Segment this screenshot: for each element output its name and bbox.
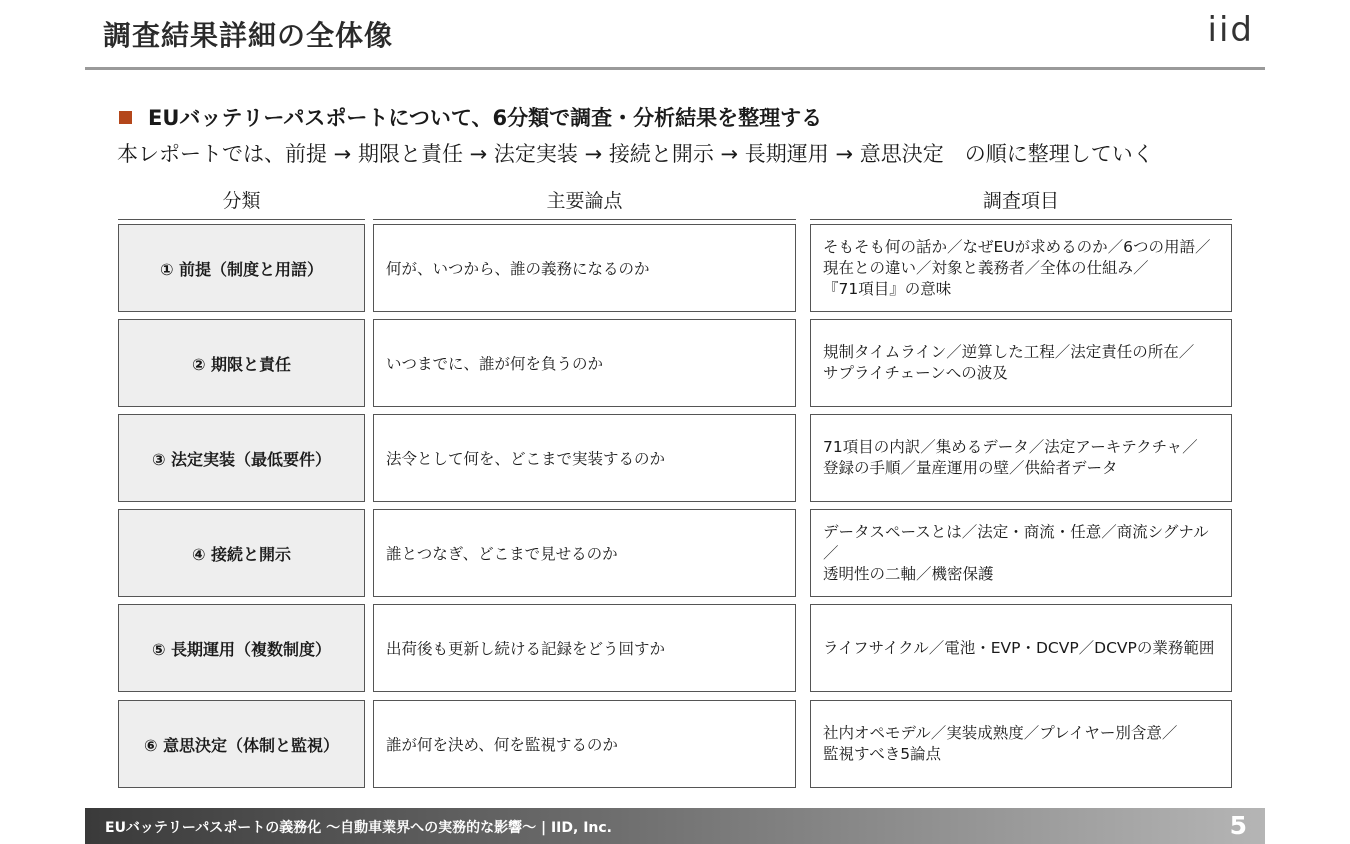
table-row (118, 414, 1232, 504)
items-line: 規制タイムライン／逆算した工程／法定責任の所在／ (823, 343, 1195, 361)
category-cell: ④ 接続と開示 (118, 509, 365, 597)
section-heading (119, 102, 822, 132)
issue-cell: 誰が何を決め、何を監視するのか (373, 700, 796, 788)
column-header-items: 調査項目 (810, 186, 1232, 220)
table-row (118, 700, 1232, 790)
issue-cell: いつまでに、誰が何を負うのか (373, 319, 796, 407)
table-row (118, 319, 1232, 409)
items-cell (810, 414, 1232, 502)
items-line: 『71項目』の意味 (823, 279, 952, 298)
items-line: データスペースとは／法定・商流・任意／商流シグナル／ (823, 522, 1209, 562)
category-cell: ① 前提（制度と用語） (118, 224, 365, 312)
items-cell (810, 604, 1232, 692)
column-header-issue: 主要論点 (373, 186, 796, 220)
issue-cell: 誰とつなぎ、どこまで見せるのか (373, 509, 796, 597)
issue-cell: 何が、いつから、誰の義務になるのか (373, 224, 796, 312)
title-divider (85, 67, 1265, 70)
items-line: 71項目の内訳／集めるデータ／法定アーキテクチャ／ (823, 438, 1198, 456)
issue-cell: 出荷後も更新し続ける記録をどう回すか (373, 604, 796, 692)
items-cell (810, 700, 1232, 788)
category-cell: ③ 法定実装（最低要件） (118, 414, 365, 502)
company-logo: iid (1207, 10, 1254, 50)
table-row (118, 509, 1232, 599)
items-line: 透明性の二軸／機密保護 (823, 564, 994, 583)
items-cell (810, 224, 1232, 312)
category-cell: ⑥ 意思決定（体制と監視） (118, 700, 365, 788)
column-header-category: 分類 (118, 186, 365, 220)
footer-text: EUバッテリーパスポートの義務化 ～自動車業界への実務的な影響～ | IID, Inc. (105, 820, 612, 836)
section-subtext: 本レポートでは、前提 → 期限と責任 → 法定実装 → 接続と開示 → 長期運用 → 意思決定 の順に整理していく (117, 142, 1154, 166)
issue-cell: 法令として何を、どこまで実装するのか (373, 414, 796, 502)
items-line: サプライチェーンへの波及 (823, 364, 1008, 382)
items-cell (810, 319, 1232, 407)
table-row (118, 604, 1232, 694)
page-title: 調査結果詳細の全体像 (103, 19, 394, 52)
page-number: 5 (1229, 811, 1247, 840)
items-line: ライフサイクル／電池・EVP・DCVP／DCVPの業務範囲 (823, 638, 1215, 657)
bullet-square-icon (119, 111, 132, 124)
items-line: 登録の手順／量産運用の壁／供給者データ (823, 459, 1118, 477)
table-row (118, 224, 1232, 314)
items-line: 現在との違い／対象と義務者／全体の仕組み／ (823, 258, 1149, 277)
category-cell: ⑤ 長期運用（複数制度） (118, 604, 365, 692)
category-cell: ② 期限と責任 (118, 319, 365, 407)
section-heading-text: EUバッテリーパスポートについて、6分類で調査・分析結果を整理する (148, 106, 823, 130)
items-line: 監視すべき5論点 (823, 745, 942, 763)
items-line: 社内オペモデル／実装成熟度／プレイヤー別含意／ (823, 724, 1178, 742)
items-cell (810, 509, 1232, 597)
items-line: そもそも何の話か／なぜEUが求めるのか／6つの用語／ (823, 237, 1211, 256)
footer-bar (85, 808, 1265, 844)
